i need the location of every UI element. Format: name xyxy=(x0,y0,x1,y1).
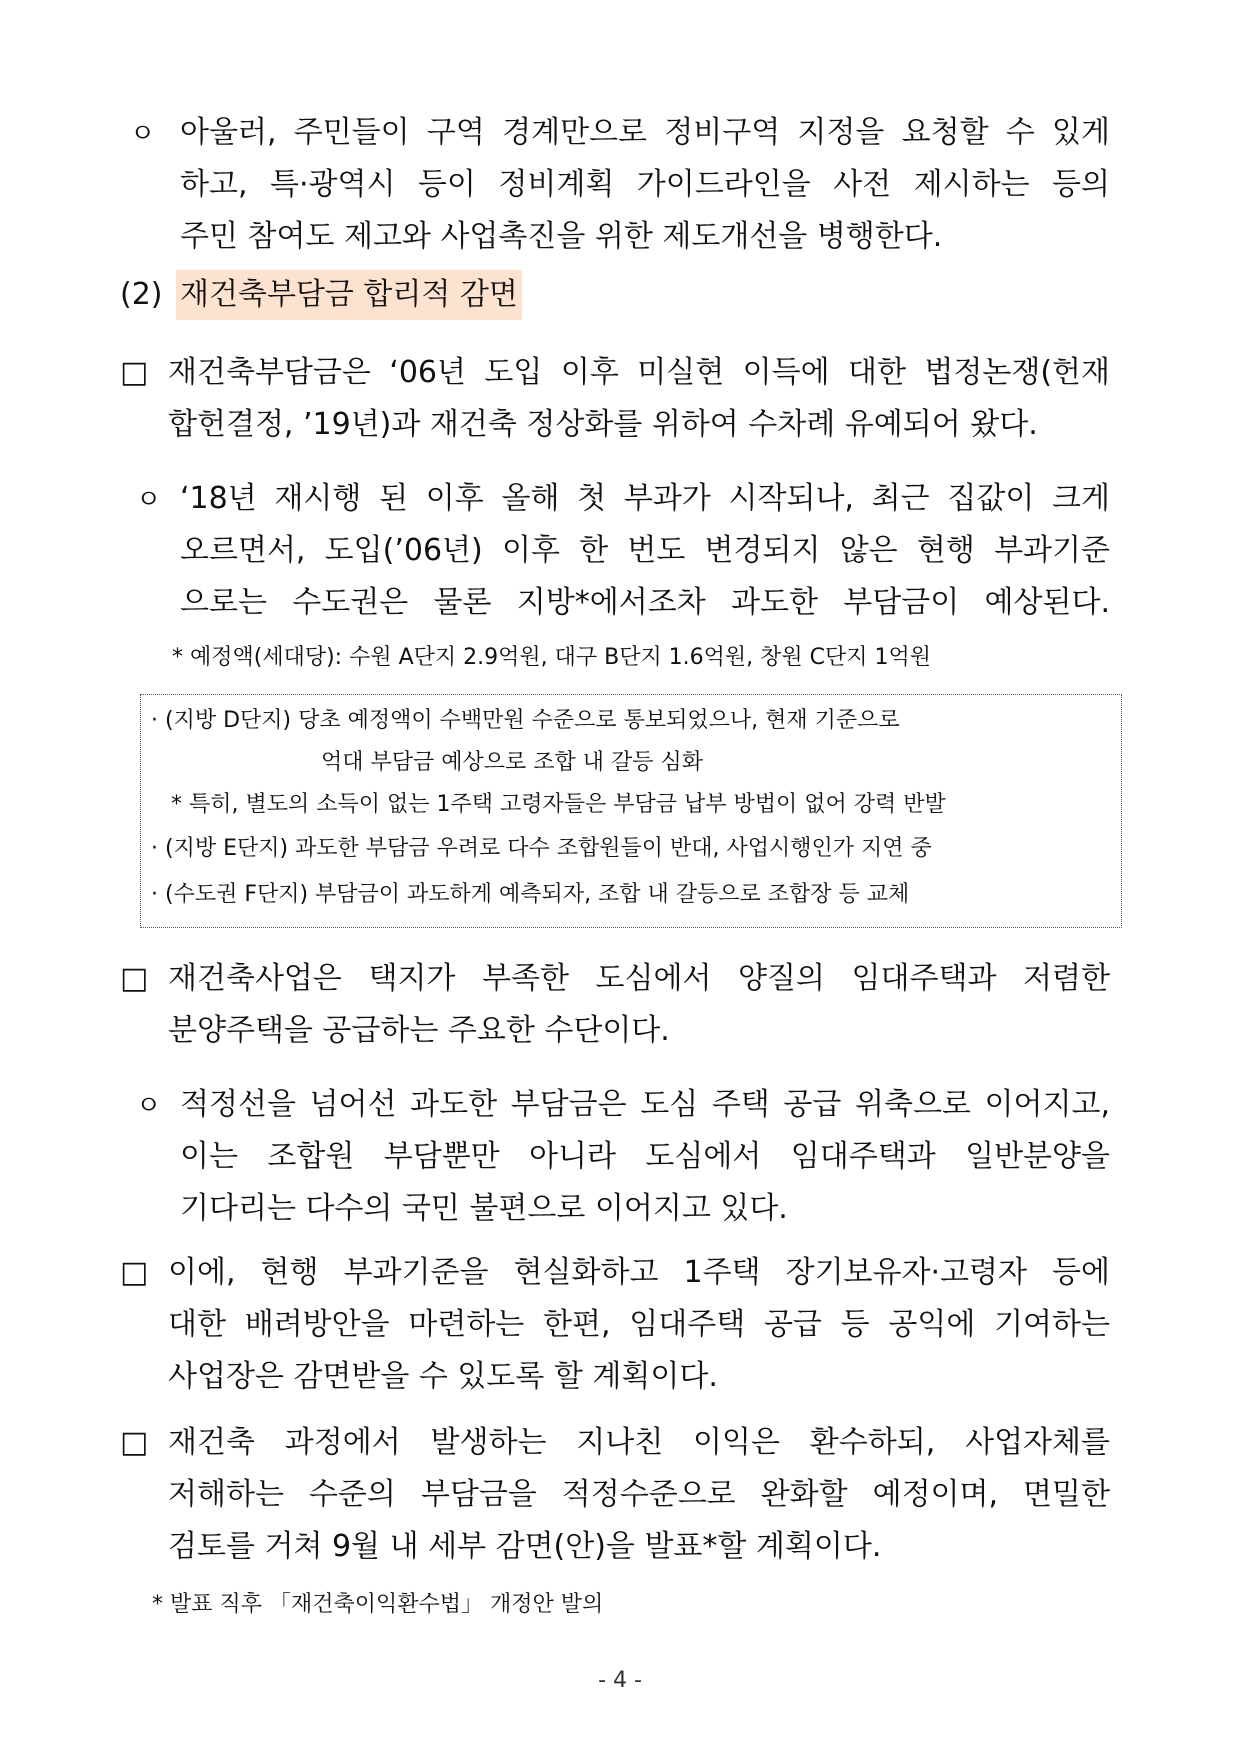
square-bullet: □ xyxy=(120,1255,149,1290)
p4-line-2: 분양주택을 공급하는 주요한 수단이다. xyxy=(168,1013,670,1048)
p5-line-1: 적정선을 넘어선 과도한 부담금은 도심 주택 공급 위축으로 이어지고, xyxy=(180,1087,1110,1122)
p3-line-2: 오르면서, 도입(’06년) 이후 한 번도 변경되지 않은 현행 부과기준 xyxy=(180,533,1110,568)
section-number: (2) xyxy=(120,277,163,312)
p3-line-1: ‘18년 재시행 된 이후 올해 첫 부과가 시작되나, 최근 집값이 크게 xyxy=(180,481,1110,516)
p7-line-2: 저해하는 수준의 부담금을 적정수준으로 완화할 예정이며, 면밀한 xyxy=(168,1477,1110,1512)
box-row-2: 억대 부담금 예상으로 조합 내 갈등 심화 xyxy=(321,750,703,775)
p2-line-1: 재건축부담금은 ‘06년 도입 이후 미실현 이득에 대한 법정논쟁(헌재 xyxy=(168,355,1110,390)
circle-bullet: ㅇ xyxy=(136,1091,162,1121)
p7-line-1: 재건축 과정에서 발생하는 지나친 이익은 환수하되, 사업자체를 xyxy=(168,1425,1110,1460)
example-box xyxy=(140,694,1122,928)
p1-line-2: 하고, 특·광역시 등이 정비계획 가이드라인을 사전 제시하는 등의 xyxy=(180,167,1110,202)
box-row-5: · (수도권 F단지) 부담금이 과도하게 예측되자, 조합 내 갈등으로 조합장 등 교체 xyxy=(151,882,910,907)
square-bullet: □ xyxy=(120,355,149,390)
p7-line-3: 검토를 거쳐 9월 내 세부 감면(안)을 발표*할 계획이다. xyxy=(168,1529,882,1564)
p1-line-3: 주민 참여도 제고와 사업촉진을 위한 제도개선을 병행한다. xyxy=(180,219,943,254)
p4-line-1: 재건축사업은 택지가 부족한 도심에서 양질의 임대주택과 저렴한 xyxy=(168,961,1110,996)
square-bullet: □ xyxy=(120,961,149,996)
section-title: 재건축부담금 합리적 감면 xyxy=(176,270,522,320)
p3-footnote: * 예정액(세대당): 수원 A단지 2.9억원, 대구 B단지 1.6억원, 창원 C단지 1억원 xyxy=(172,645,932,670)
p2-line-2: 합헌결정, ’19년)과 재건축 정상화를 위하여 수차례 유예되어 왔다. xyxy=(168,407,1038,442)
square-bullet: □ xyxy=(120,1425,149,1460)
p5-line-3: 기다리는 다수의 국민 불편으로 이어지고 있다. xyxy=(180,1191,788,1226)
p6-line-2: 대한 배려방안을 마련하는 한편, 임대주택 공급 등 공익에 기여하는 xyxy=(168,1307,1110,1342)
p6-line-3: 사업장은 감면받을 수 있도록 할 계획이다. xyxy=(168,1359,718,1394)
p3-line-3: 으로는 수도권은 물론 지방*에서조차 과도한 부담금이 예상된다. xyxy=(180,585,1110,620)
p6-line-1: 이에, 현행 부과기준을 현실화하고 1주택 장기보유자·고령자 등에 xyxy=(168,1255,1110,1290)
box-row-4: · (지방 E단지) 과도한 부담금 우려로 다수 조합원들이 반대, 사업시행인가 지연 중 xyxy=(151,836,932,861)
p5-line-2: 이는 조합원 부담뿐만 아니라 도심에서 임대주택과 일반분양을 xyxy=(180,1139,1110,1174)
p1-line-1: 아울러, 주민들이 구역 경계만으로 정비구역 지정을 요청할 수 있게 xyxy=(180,115,1110,150)
circle-bullet: ㅇ xyxy=(136,485,162,515)
box-row-1: · (지방 D단지) 당초 예정액이 수백만원 수준으로 통보되었으나, 현재 기준으로 xyxy=(151,708,900,733)
circle-bullet: ㅇ xyxy=(130,119,156,149)
p7-footnote: * 발표 직후 「재건축이익환수법」 개정안 발의 xyxy=(152,1592,604,1617)
box-row-3: * 특히, 별도의 소득이 없는 1주택 고령자들은 부담금 납부 방법이 없어 강력 반발 xyxy=(171,792,946,817)
page-number: - 4 - xyxy=(598,1668,642,1693)
